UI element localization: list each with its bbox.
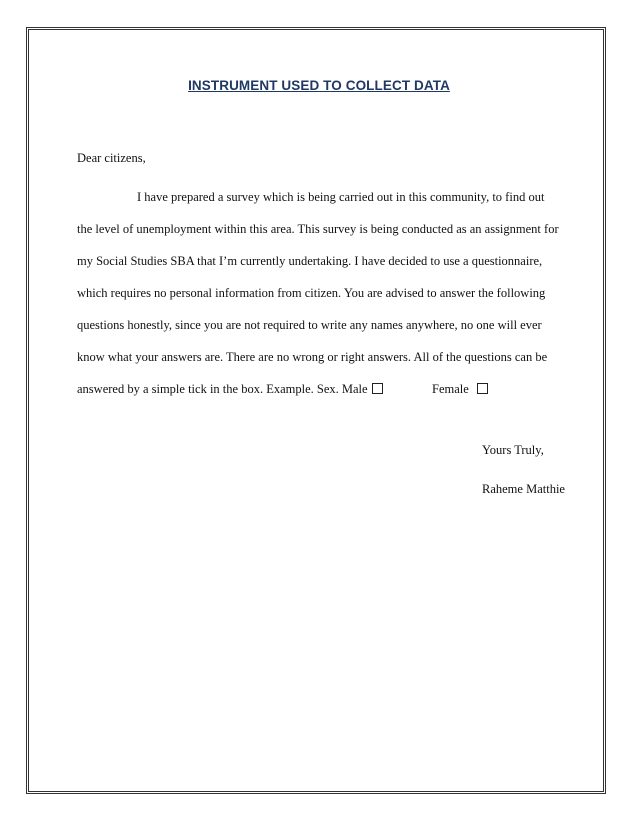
closing: Yours Truly, <box>482 443 544 457</box>
salutation: Dear citizens, <box>77 151 146 165</box>
female-option <box>432 381 488 397</box>
female-label: Female <box>432 382 469 396</box>
female-checkbox <box>477 383 488 394</box>
body-line-4: which requires no personal information from citizen. You are advised to answer the following <box>77 286 546 300</box>
page-border <box>26 27 606 794</box>
signature-name: Raheme Matthie <box>482 482 565 496</box>
male-checkbox <box>372 383 383 394</box>
body-line-2: the level of unemployment within this area. This survey is being conducted as an assignment for <box>77 222 559 236</box>
body-line-7 <box>77 381 383 397</box>
body-line-6: know what your answers are. There are no wrong or right answers. All of the questions can be <box>77 350 548 364</box>
body-line-7-text: answered by a simple tick in the box. Example. Sex. Male <box>77 382 368 396</box>
body-line-5: questions honestly, since you are not required to write any names anywhere, no one will ever <box>77 318 542 332</box>
document-title: INSTRUMENT USED TO COLLECT DATA <box>188 78 450 93</box>
body-line-3: my Social Studies SBA that I’m currently undertaking. I have decided to use a questionnaire, <box>77 254 543 268</box>
body-line-1: I have prepared a survey which is being carried out in this community, to find out <box>137 190 545 204</box>
